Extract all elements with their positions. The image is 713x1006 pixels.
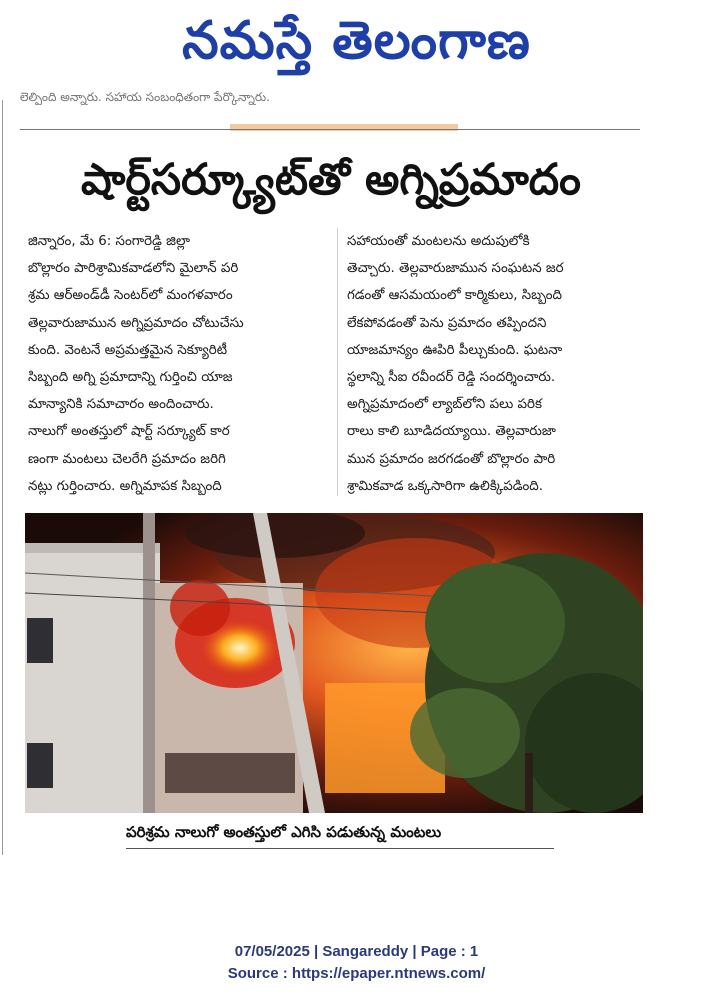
fire-photo bbox=[25, 513, 643, 813]
previous-article-cut-line: లెల్పింది అన్నారు. సహాయ సంబంధితంగా పేర్కొన్నారు. bbox=[20, 90, 270, 104]
body-line: సిబ్బంది అగ్ని ప్రమాదాన్ని గుర్తించి యాజ bbox=[28, 370, 233, 386]
body-line: బొల్లారం పారిశ్రామికవాడలోని మైలాన్ పరి bbox=[28, 261, 239, 277]
body-line: యాజమాన్యం ఊపిరి పీల్చుకుంది. ఘటనా bbox=[347, 342, 563, 358]
article-right-column bbox=[347, 228, 643, 500]
body-line: తెచ్చారు. తెల్లవారుజామున సంఘటన జర bbox=[347, 261, 564, 277]
article-left-column bbox=[28, 228, 328, 500]
masthead-title: నమస్తే తెలంగాణ bbox=[182, 11, 531, 71]
body-line: తెల్లవారుజామున అగ్నిప్రమాదం చోటుచేసు bbox=[28, 315, 244, 331]
body-line: శ్రమ ఆర్‌అండ్‌డీ సెంటర్‌లో మంగళవారం bbox=[28, 288, 233, 304]
body-line: ణంగా మంటలు చెలరేగి ప్రమాదం జరిగి bbox=[28, 451, 226, 467]
top-divider bbox=[20, 129, 640, 130]
body-line: మాన్యానికి సమాచారం అందించారు. bbox=[28, 397, 214, 413]
column-divider bbox=[337, 228, 338, 496]
body-line: గడంతో ఆసమయంలో కార్మికులు, సిబ్బంది bbox=[347, 288, 562, 304]
body-line: నట్లు గుర్తించారు. అగ్నిమాపక సిబ్బంది bbox=[28, 478, 222, 494]
footer-source-line: Source : https://epaper.ntnews.com/ bbox=[227, 965, 486, 982]
body-line: రాలు కాలి బూడిదయ్యాయి. తెల్లవారుజా bbox=[347, 424, 556, 440]
photo-caption: పరిశ్రమ నాలుగో అంతస్తులో ఎగిసి పడుతున్న మంటలు bbox=[126, 823, 442, 841]
body-line: కుంది. వెంటనే అప్రమత్తమైన సెక్యూరిటీ bbox=[28, 342, 228, 358]
footer-edition-line: 07/05/2025 | Sangareddy | Page : 1 bbox=[234, 943, 479, 960]
body-line: అగ్నిప్రమాదంలో ల్యాబ్‌లోని పలు పరిక bbox=[347, 397, 542, 413]
body-line: మున ప్రమాదం జరగడంతో బొల్లారం పారి bbox=[347, 451, 556, 467]
body-line: సహాయంతో మంటలను అదుపులోకి bbox=[347, 234, 530, 249]
caption-underline bbox=[126, 848, 554, 849]
body-line: నాలుగో అంతస్తులో షార్ట్ సర్క్యూట్ కార bbox=[28, 424, 230, 440]
clipping-border bbox=[2, 100, 3, 855]
body-line: శ్రామికవాడ ఒక్కసారిగా ఉలిక్కిపడింది. bbox=[347, 478, 544, 494]
body-line: జిన్నారం, మే 6: సంగారెడ్డి జిల్లా bbox=[28, 234, 190, 249]
body-line: స్థలాన్ని సీఐ రవీందర్ రెడ్డి సందర్శించారు. bbox=[347, 370, 556, 386]
body-line: లేకపోవడంతో పెను ప్రమాదం తప్పిందని bbox=[347, 315, 547, 331]
article-headline: షార్ట్‌సర్క్యూట్‌తో అగ్నిప్రమాదం bbox=[81, 155, 581, 205]
